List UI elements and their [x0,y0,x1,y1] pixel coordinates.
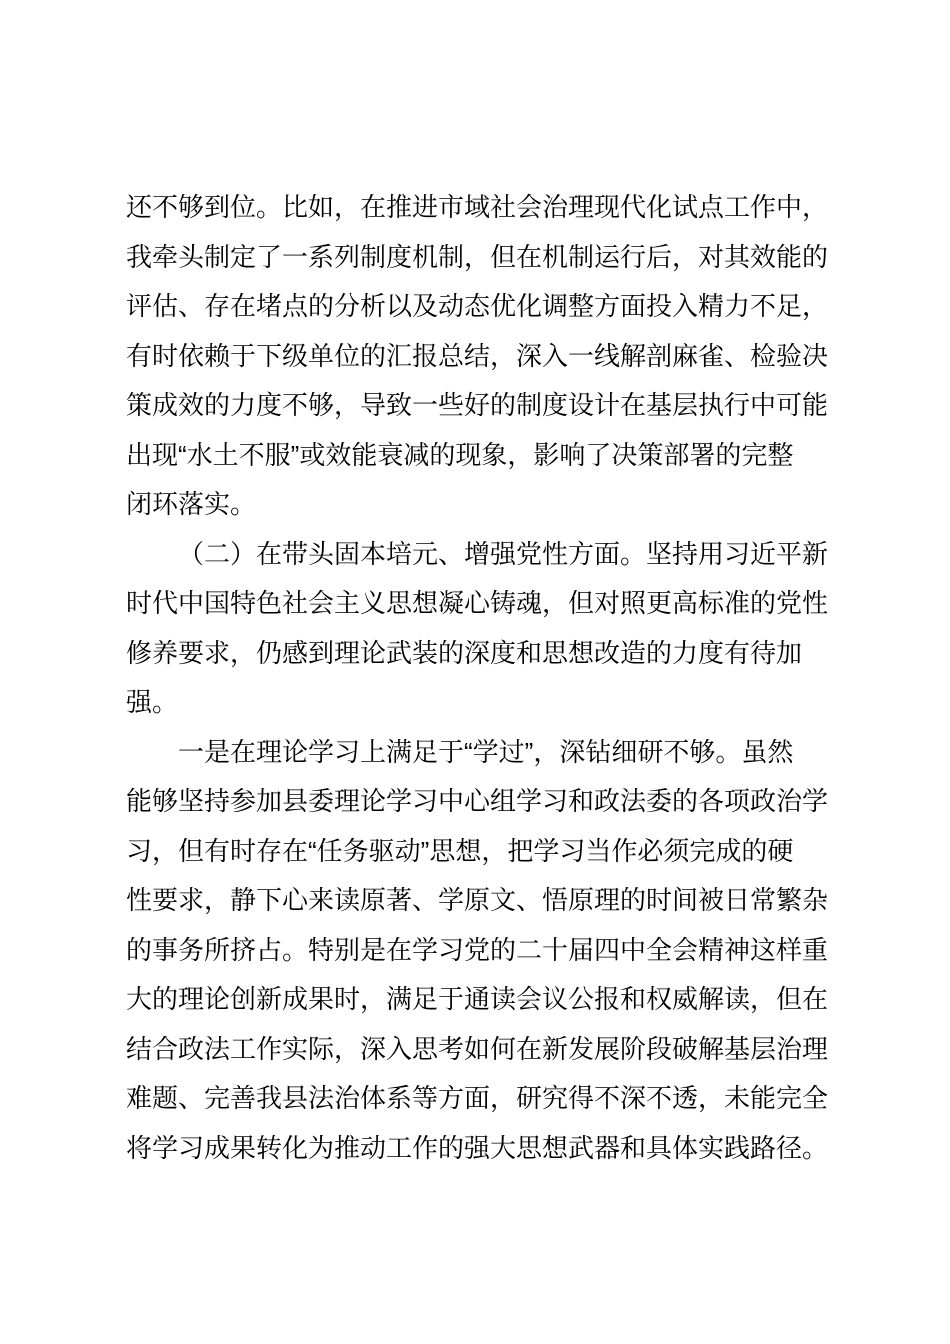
text-line: 时代中国特色社会主义思想凝心铸魂，但对照更高标准的党性 [126,588,829,618]
text-line: 还不够到位。比如，在推进市域社会治理现代化试点工作中， [126,192,829,222]
paragraph-2 [126,530,830,728]
text-line: 我牵头制定了一系列制度机制，但在机制运行后，对其效能的 [126,241,829,272]
text-line: 闭环落实。 [126,489,257,519]
text-line: 强。 [126,687,179,717]
text-line: 习，但有时存在“任务驱动”思想，把学习当作必须完成的硬 [126,835,794,866]
text-line: 性要求，静下心来读原著、学原文、悟原理的时间被日常繁杂 [126,885,829,915]
text-line: 大的理论创新成果时，满足于通读会议公报和权威解读，但在 [126,984,829,1014]
text-line: （二）在带头固本培元、增强党性方面。坚持用习近平新 [178,538,829,569]
text-line: 有时依赖于下级单位的汇报总结，深入一线解剖麻雀、检验决 [126,340,829,371]
text-line: 评估、存在堵点的分析以及动态优化调整方面投入精力不足， [126,291,829,321]
text-line: 策成效的力度不够，导致一些好的制度设计在基层执行中可能 [126,390,829,420]
paragraph-1 [126,183,830,530]
paragraph-3 [126,728,830,1174]
text-line: 将学习成果转化为推动工作的强大思想武器和具体实践路径。 [126,1132,829,1163]
text-line: 结合政法工作实际，深入思考如何在新发展阶段破解基层治理 [126,1033,829,1064]
text-line: 出现“水土不服”或效能衰减的现象，影响了决策部署的完整 [126,439,794,470]
text-line: 能够坚持参加县委理论学习中心组学习和政法委的各项政治学 [126,786,829,816]
text-line: 难题、完善我县法治体系等方面，研究得不深不透，未能完全 [126,1083,829,1113]
text-line: 一是在理论学习上满足于“学过”，深钻细研不够。虽然 [178,736,794,767]
text-line: 修养要求，仍感到理论武装的深度和思想改造的力度有待加 [126,637,803,668]
text-line: 的事务所挤占。特别是在学习党的二十届四中全会精神这样重 [126,934,829,965]
